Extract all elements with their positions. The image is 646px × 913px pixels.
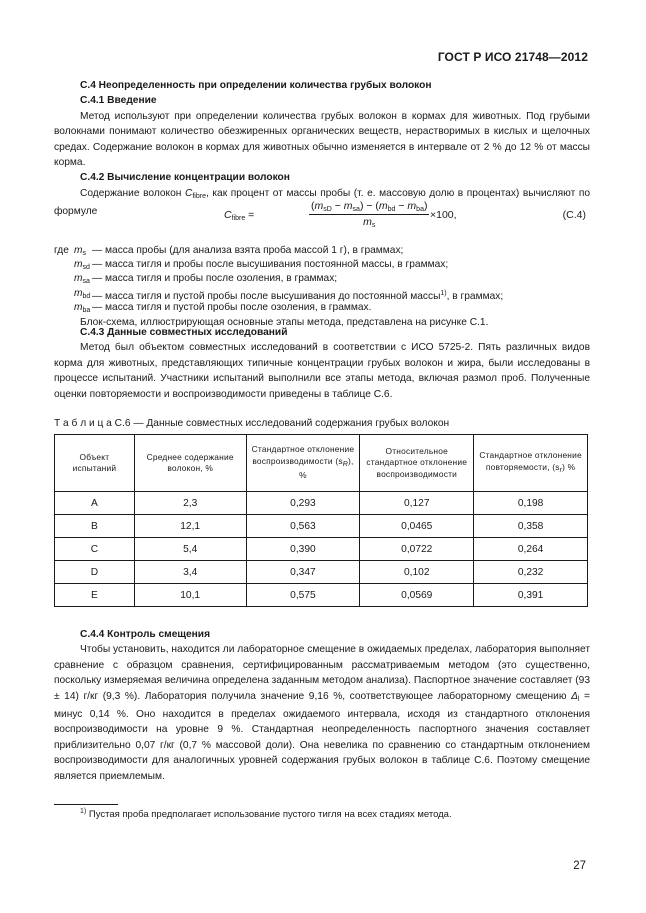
formula-multiplier: ×100,: [430, 209, 457, 221]
definition-item: $m_{sd}$ — масса тигля и пробы после высушивания постоянной массы, в граммах;: [74, 259, 449, 272]
table-cell: 5,4: [134, 538, 246, 561]
table-cell: 0,127: [360, 492, 474, 515]
table-header-row: [55, 435, 588, 492]
table-cell: 0,575: [246, 584, 360, 607]
section-c44-title: С.4.4 Контроль смещения: [80, 629, 211, 640]
section-c42-title: С.4.2 Вычисление концентрации волокон: [80, 172, 290, 184]
table-row: [55, 515, 588, 538]
table-row: [55, 584, 588, 607]
footnote-separator: [54, 804, 118, 805]
section-c4-title: С.4 Неопределенность при определении количества грубых волокон: [80, 80, 432, 91]
section-c44-text: Чтобы установить, находится ли лабораторное смещение в ожидаемых пределах, лаборатория выполняет сравнение с образцом сравнения, сертифицированным рассматриваемым методом (это существенно, поскольку измеряемая величина определена заданным методом анализа). Паспортное значение составляет (93 ± 14) г/кг (9,3 %). Лаборатория получила значение 9,16 %, соответствующее лабораторному смещению $\Delta_l$ = минус 0,14 %. Оно находится в пределах ожидаемого интервала, исходя из стандартного отклонения воспроизводимости на уровне 9 %. Стандартная неопределенность паспортного значения составляет приблизительно 0,07 г/кг (0,7 % массовой доли). Она невелика по сравнению со стандартным отклонением воспроизводимости для аналогичных уровней содержания грубых волокон в таблице С.6. Поэтому смещение является приемлемым.: [54, 644, 591, 782]
table-cell: 3,4: [134, 561, 246, 584]
table-row: [55, 538, 588, 561]
formula-c4: [54, 200, 590, 234]
table-row: [55, 561, 588, 584]
table-cell: 0,0722: [360, 538, 474, 561]
table-cell: 0,293: [246, 492, 360, 515]
page-number: 27: [573, 860, 586, 872]
section-c41-text: Метод используют при определении количества грубых волокон в кормах для животных. Под грубыми волокнами понимают количество обезжиренных органических веществ, нерастворимых в кислых и щелочных средах. Содержание волокон в кормах для животных обычно изменяется в интервале от 2 % до 12 % от массы корма.: [54, 110, 590, 169]
formula-fraction: [309, 200, 429, 229]
section-c44: [54, 627, 590, 784]
table-cell: 0,0465: [360, 515, 474, 538]
standard-header: ГОСТ Р ИСО 21748—2012: [437, 50, 588, 64]
table-header-cell: Стандартное отклонение воспроизводимости $(s_R)$, %: [246, 435, 360, 492]
table-row: [55, 492, 588, 515]
table-cell: 10,1: [134, 584, 246, 607]
definition-item: где $m_s$ — масса пробы (для анализа взята проба массой 1 г), в граммах;: [54, 245, 404, 257]
footnote: $^{1)}$ Пустая проба предполагает использование пустого тигля на всех стадиях метода.: [80, 808, 452, 820]
table-cell: 0,390: [246, 538, 360, 561]
formula-denominator: $m_s$: [363, 216, 376, 229]
definition-item: $m_{bd}$ — масса тигля и пустой пробы после высушивания до постоянной массы$^{1)}$, в граммах;: [74, 287, 504, 302]
definitions: [54, 244, 590, 330]
table-cell: 0,198: [474, 492, 588, 515]
scheme-text: Блок-схема, иллюстрирующая основные этапы метода, представлена на рисунке С.1.: [80, 316, 489, 328]
table-header-cell: Среднее содержание волокон, %: [134, 435, 246, 492]
table-cell: 0,347: [246, 561, 360, 584]
section-c41-title: С.4.1 Введение: [80, 95, 157, 107]
table-cell: 0,102: [360, 561, 474, 584]
formula-number: (С.4): [562, 209, 586, 221]
table-c6: [54, 434, 588, 607]
table-cell: 0,358: [474, 515, 588, 538]
section-c43-text: Метод был объектом совместных исследований в соответствии с ИСО 5725-2. Пять различных видов корма для животных, представляющих типичные концентрации грубых волокон и жира, были исследованы в процессе испытаний. Участники испытаний выполнили все этапы метода, включая размол проб. Полученные оценки повторяемости и воспроизводимости приведены в таблице С.6.: [54, 342, 590, 400]
section-c42-text: Содержание волокон $C_{fibre}$, как процент от массы пробы (т. е. массовую долю в процентах) вычисляют по формуле: [54, 187, 590, 218]
table-cell: 0,391: [474, 584, 588, 607]
section-c4: [54, 78, 590, 220]
table-caption: Т а б л и ц а С.6 — Данные совместных исследований содержания грубых волокон: [54, 418, 450, 429]
table-cell: D: [55, 561, 135, 584]
table-header-cell: Относительное стандартное отклонение воспроизводимости: [360, 435, 474, 492]
section-c43-title: С.4.3 Данные совместных исследований: [80, 327, 288, 338]
table-cell: 0,0569: [360, 584, 474, 607]
table-header-cell: Стандартное отклонение повторяемости, $(s_r)$ %: [474, 435, 588, 492]
table-cell: 0,264: [474, 538, 588, 561]
table-cell: E: [55, 584, 135, 607]
table-cell: 0,232: [474, 561, 588, 584]
formula-numerator: $(m_{sD} - m_{sa}) - (m_{bd} - m_{ba})$: [311, 200, 428, 213]
table-cell: A: [55, 492, 135, 515]
table-cell: 0,563: [246, 515, 360, 538]
definition-item: $m_{sa}$ — масса тигля и пробы после озоления, в граммах;: [74, 273, 338, 286]
table-cell: C: [55, 538, 135, 561]
definition-item: $m_{ba}$ — масса тигля и пустой пробы после озоления, в граммах.: [74, 301, 372, 314]
section-c43: [54, 325, 590, 402]
table-cell: 12,1: [134, 515, 246, 538]
table-header-cell: Объект испытаний: [55, 435, 135, 492]
formula-lhs: $C_{fibre}$ =: [224, 209, 255, 222]
table-cell: 2,3: [134, 492, 246, 515]
footnote-ref: 1): [440, 289, 447, 297]
table-cell: B: [55, 515, 135, 538]
